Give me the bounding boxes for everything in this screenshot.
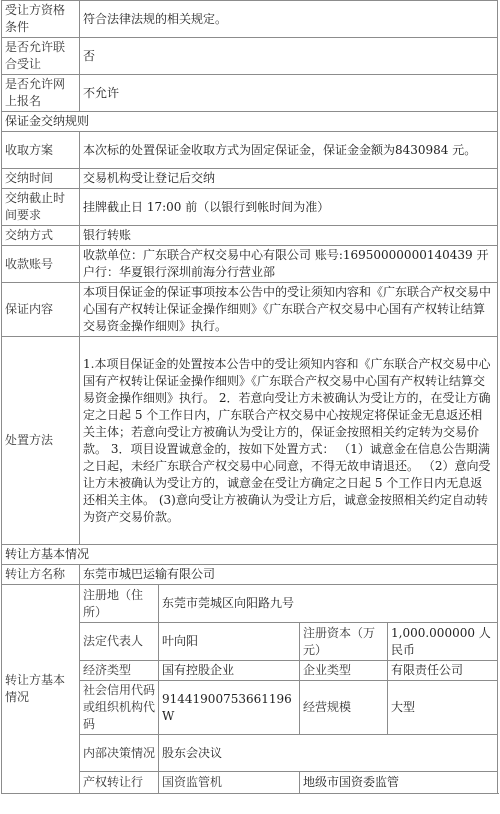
scale-label: 经营规模 xyxy=(300,681,388,735)
guarantee-content-value: 本项目保证金的保证事项按本公告中的受让须知内容和《广东联合产权交易中心国有产权转让保证金操作细则》《广东联合产权交易中心国有产权转让结算交易资金操作细则》执行。 xyxy=(80,283,498,337)
pay-method-row xyxy=(2,226,498,246)
decision-label: 内部决策情况 xyxy=(80,735,159,772)
deposit-section-row xyxy=(2,112,498,132)
transfer-notice-table xyxy=(1,0,498,794)
decision-value: 股东会决议 xyxy=(159,735,498,772)
pay-method-value: 银行转账 xyxy=(80,226,498,246)
transferor-name-label: 转让方名称 xyxy=(2,565,80,585)
transferor-name-value: 东莞市城巴运输有限公司 xyxy=(80,565,498,585)
account-row xyxy=(2,246,498,283)
pay-method-label: 交纳方式 xyxy=(2,226,80,246)
ent-type-value: 有限责任公司 xyxy=(388,661,498,681)
pay-time-row xyxy=(2,169,498,189)
transferor-section-title: 转让方基本情况 xyxy=(2,545,498,565)
address-value: 东莞市莞城区向阳路九号 xyxy=(159,585,498,623)
econ-type-value: 国有控股企业 xyxy=(159,661,300,681)
online-register-value: 不允许 xyxy=(80,75,498,112)
deadline-label: 交纳截止时间要求 xyxy=(2,189,80,226)
pay-time-label: 交纳时间 xyxy=(2,169,80,189)
disposal-label: 处置方法 xyxy=(2,337,80,545)
disposal-value: 1.本项目保证金的处置按本公告中的受让须知内容和《广东联合产权交易中心国有产权转让保证金操作细则》《广东联合产权交易中心国有产权转让结算交易资金操作细则》执行。 2．若意向受让方未被确认为受让方的，在受让方确定之日起 5 个工作日内，广东联合产权交易中心按规定将保证金无息返还相关主体；若意向受让方被确认为受让方的，保证金按照相关约定转为交易价款。 3．项目设置诚意金的，按如下处置方式： （1）诚意金在信息公告期满之日起，未经广东联合产权交易中心同意，不得无故申请退还。 （2）意向受让方未被确认为受让方的，诚意金在受让方确定之日起 5 个工作日内无息返还相关主体。 (3)意向受让方被确认为受让方后，诚意金按照相关约定自动转为资产交易价款。 xyxy=(80,337,498,545)
ent-type-label: 企业类型 xyxy=(300,661,388,681)
online-register-row xyxy=(2,75,498,112)
credit-code-value: 91441900753661196W xyxy=(159,681,300,735)
approval-value: 地级市国资委监管 xyxy=(300,772,498,794)
qualification-value: 符合法律法规的相关规定。 xyxy=(80,1,498,38)
guarantee-content-label: 保证内容 xyxy=(2,283,80,337)
scale-value: 大型 xyxy=(388,681,498,735)
joint-bid-value: 否 xyxy=(80,38,498,75)
econ-type-label: 经济类型 xyxy=(80,661,159,681)
joint-bid-row xyxy=(2,38,498,75)
transferor-section-row xyxy=(2,545,498,565)
collect-label: 收取方案 xyxy=(2,132,80,169)
transferor-name-row xyxy=(2,565,498,585)
approval-label: 产权转让行 xyxy=(80,772,159,794)
online-register-label: 是否允许网上报名 xyxy=(2,75,80,112)
deposit-section-title: 保证金交纳规则 xyxy=(2,112,498,132)
address-label: 注册地（住所） xyxy=(80,585,159,623)
collect-row xyxy=(2,132,498,169)
account-label: 收款账号 xyxy=(2,246,80,283)
address-row xyxy=(2,585,498,623)
credit-code-label: 社会信用代码或组织机构代码 xyxy=(80,681,159,735)
capital-label: 注册资本（万元） xyxy=(300,623,388,661)
qualification-label: 受让方资格条件 xyxy=(2,1,80,38)
joint-bid-label: 是否允许联合受让 xyxy=(2,38,80,75)
legal-rep-label: 法定代表人 xyxy=(80,623,159,661)
deadline-value: 挂牌截止日 17:00 前（以银行到帐时间为准） xyxy=(80,189,498,226)
collect-value: 本次标的处置保证金收取方式为固定保证金，保证金金额为8430984 元。 xyxy=(80,132,498,169)
qualification-row xyxy=(2,1,498,38)
pay-time-value: 交易机构受让登记后交纳 xyxy=(80,169,498,189)
capital-value: 1,000.000000 人民币 xyxy=(388,623,498,661)
transferor-basic-label: 转让方基本情况 xyxy=(2,585,80,794)
account-value: 收款单位：广东联合产权交易中心有限公司 账号:16950000000140439 开户行：华夏银行深圳前海分行营业部 xyxy=(80,246,498,283)
deadline-row xyxy=(2,189,498,226)
disposal-row xyxy=(2,337,498,545)
approval-sublabel: 国资监管机 xyxy=(159,772,300,794)
legal-rep-value: 叶向阳 xyxy=(159,623,300,661)
guarantee-content-row xyxy=(2,283,498,337)
